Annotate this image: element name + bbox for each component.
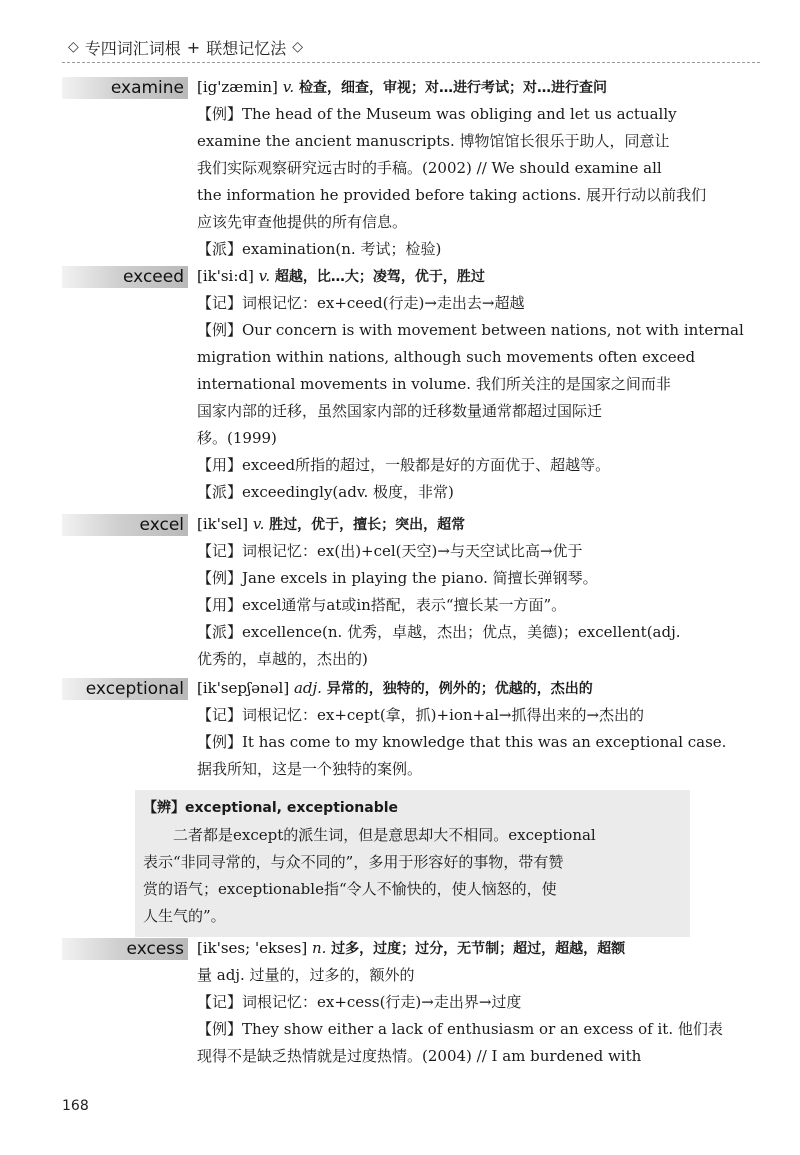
entry-line: 国家内部的迁移，虽然国家内部的迁移数量通常都超过国际迁 [197,402,603,420]
pronunciation: [ik'sel] [197,515,249,533]
definition: 胜过，优于，擅长；突出，超常 [269,517,466,533]
entry-line: 【派】exceedingly(adv. 极度，非常) [197,483,454,501]
entry-line: 应该先审查他提供的所有信息。 [197,213,408,231]
entry-line: 【记】词根记忆：ex+ceed(行走)→走出去→超越 [197,294,525,312]
diamond-icon: ◇ [68,39,79,55]
entry-line: 【例】It has come to my knowledge that this was an exceptional case. [197,733,727,751]
entry-headline [197,676,752,701]
entry-headline [197,512,752,537]
part-of-speech: adj. [293,679,322,697]
entry-line: 【例】Our concern is with movement between nations, not with internal [197,321,744,339]
entry-line: 【记】词根记忆：ex+cess(行走)→走出界→过度 [197,993,522,1011]
definition: 超越，比…大；凌驾，优于，胜过 [274,269,485,285]
entry-line: 移。(1999) [197,429,277,447]
header-divider [62,62,760,63]
entry-line: 【派】excellence(n. 优秀，卓越，杰出；优点，美德)；excellent(adj. [197,623,681,641]
entry-headline [197,936,752,961]
entry-line: migration within nations, although such movements often exceed [197,348,696,366]
usage-note-title: 【辨】exceptional, exceptionable [143,800,399,816]
part-of-speech: v. [282,78,295,96]
usage-note-line: 二者都是except的派生词，但是意思却大不相同。exceptional [173,826,596,844]
running-header [62,34,760,60]
headword: exceed [62,266,188,288]
headword: exceptional [62,678,188,700]
entry-line: 据我所知，这是一个独特的案例。 [197,760,423,778]
pronunciation: [ig'zæmin] [197,78,278,96]
part-of-speech: v. [252,515,265,533]
entry-line: 【记】词根记忆：ex(出)+cel(天空)→与天空试比高→优于 [197,542,583,560]
entry-line: 【派】examination(n. 考试；检验) [197,240,442,258]
entry-line: the information he provided before taking actions. 展开行动以前我们 [197,186,707,204]
entry-line: examine the ancient manuscripts. 博物馆馆长很乐于助人，同意让 [197,132,670,150]
entry-headline [197,264,752,289]
entry-line: international movements in volume. 我们所关注的是国家之间而非 [197,375,671,393]
usage-note-line: 人生气的”。 [143,907,226,925]
entry-line: 【例】Jane excels in playing the piano. 简擅长弹钢琴。 [197,569,598,587]
pronunciation: [ik'ses; 'ekses] [197,939,308,957]
headword: examine [62,77,188,99]
definition: 过多，过度；过分，无节制；超过，超越，超额 [331,941,626,957]
entry-line: 优秀的，卓越的，杰出的) [197,650,368,668]
usage-note-line: 赏的语气；exceptionable指“令人不愉快的，使人恼怒的，使 [143,880,557,898]
entry-line: 【例】The head of the Museum was obliging and let us actually [197,105,677,123]
header-plus: + [186,37,201,57]
entry-headline [197,75,752,100]
diamond-icon: ◇ [292,39,303,55]
definition: 异常的，独特的，例外的；优越的，杰出的 [326,681,593,697]
usage-note-line: 表示“非同寻常的，与众不同的”，多用于形容好的事物，带有赞 [143,853,564,871]
entry-line: 【记】词根记忆：ex+cept(拿，抓)+ion+al→抓得出来的→杰出的 [197,706,645,724]
entry-line: 【用】excel通常与at或in搭配，表示“擅长某一方面”。 [197,596,567,614]
pronunciation: [ik'sepʃənəl] [197,679,290,697]
part-of-speech: v. [258,267,271,285]
entry-line: 现得不是缺乏热情就是过度热情。(2004) // I am burdened with [197,1047,642,1065]
pronunciation: [ik'si:d] [197,267,254,285]
definition: 检查，细查，审视；对…进行考试；对…进行查问 [298,80,607,96]
header-right-title: 联想记忆法 [206,38,287,58]
page-number: 168 [62,1098,89,1114]
headword: excel [62,514,188,536]
entry-line: 【例】They show either a lack of enthusiasm or an excess of it. 他们表 [197,1020,723,1038]
entry-line: 量 adj. 过量的，过多的，额外的 [197,966,415,984]
header-left-title: 专四词汇词根 [84,38,181,58]
part-of-speech: n. [311,939,327,957]
headword: excess [62,938,188,960]
entry-line: 【用】exceed所指的超过，一般都是好的方面优于、超越等。 [197,456,611,474]
usage-note-box [135,790,690,937]
entry-line: 我们实际观察研究远古时的手稿。(2002) // We should examine all [197,159,662,177]
